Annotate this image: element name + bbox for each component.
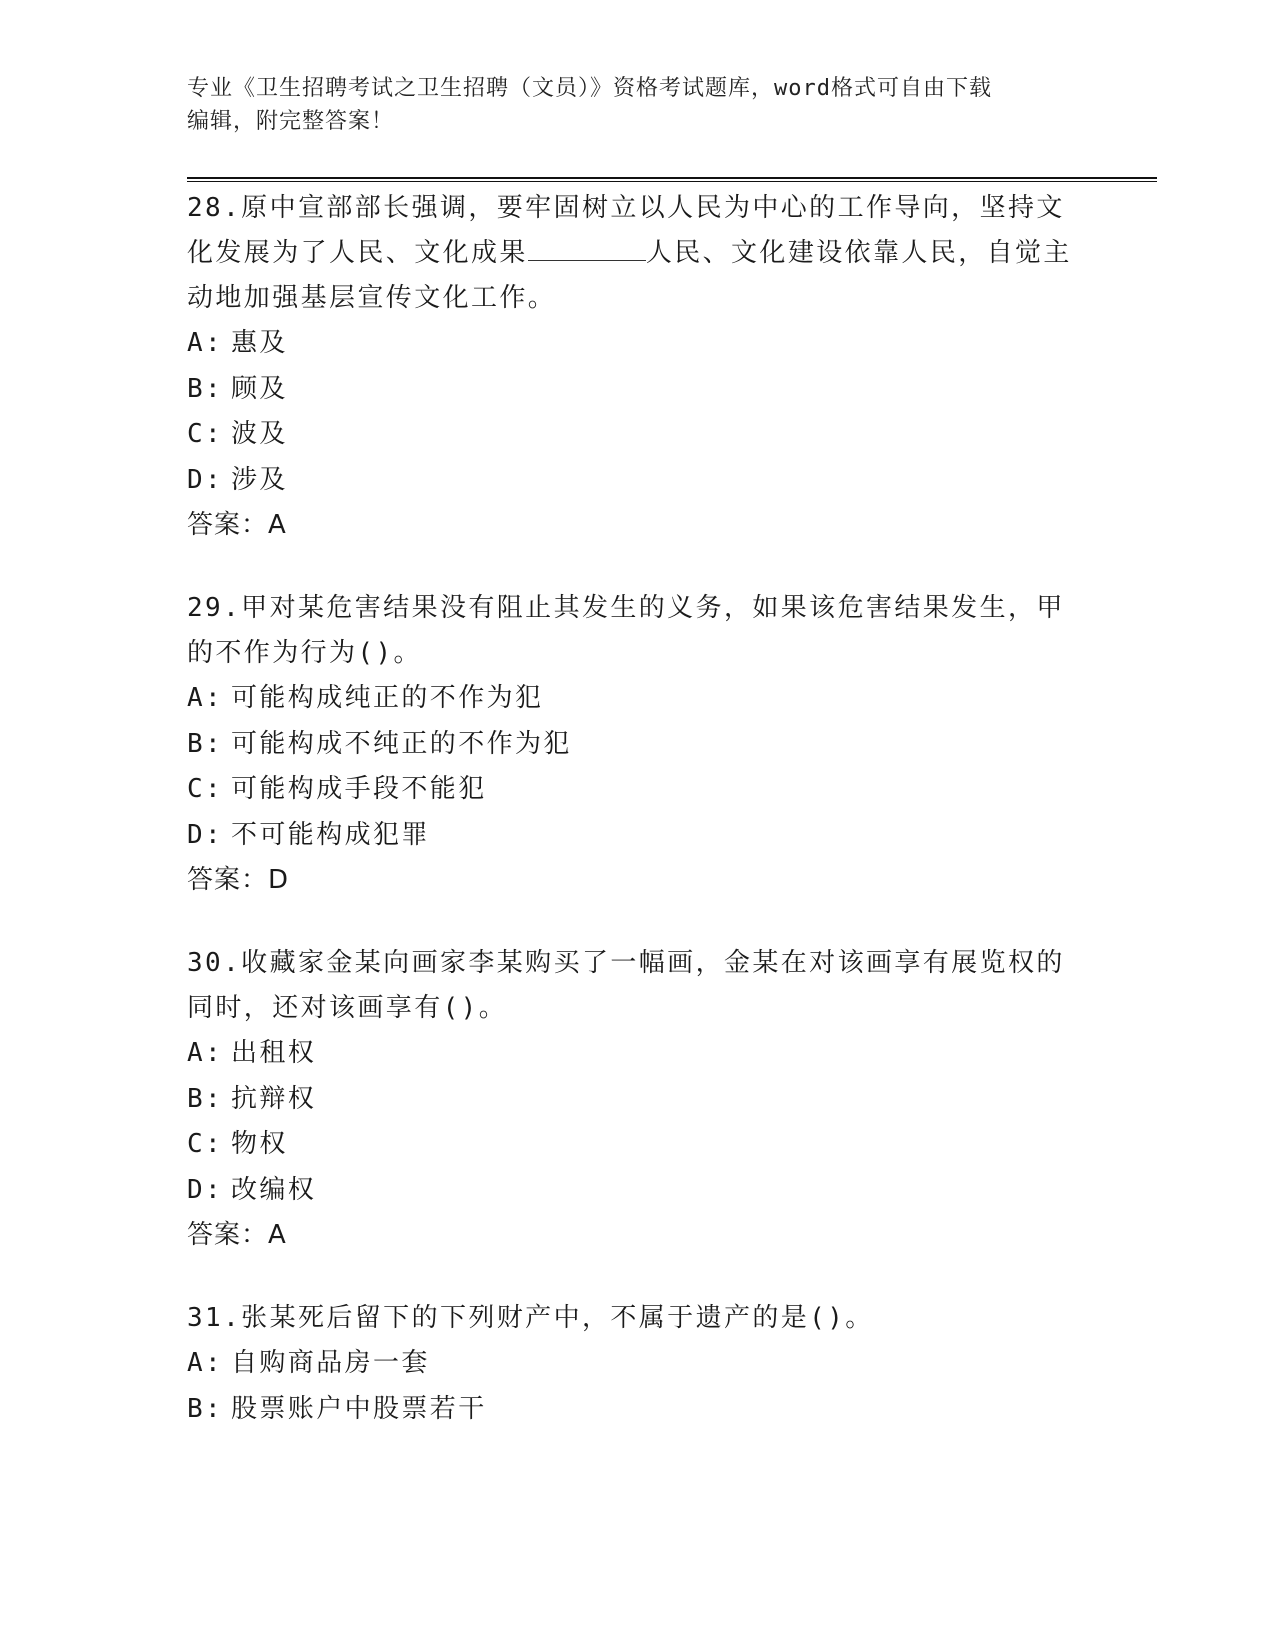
question-number: 28. (187, 193, 242, 223)
option-c (187, 412, 1087, 458)
option-letter: B: (187, 1393, 224, 1424)
option-text: 不可能构成犯罪 (231, 819, 430, 850)
stem-text: 收藏家金某向画家李某购买了一幅画，金某在对该画享有展览权的同时，还对该画享有()。 (187, 948, 1065, 1023)
document-header (187, 72, 1087, 138)
question-number: 30. (187, 948, 242, 978)
question-29 (187, 586, 1087, 903)
option-text: 可能构成手段不能犯 (231, 774, 487, 804)
option-b (187, 1077, 1087, 1123)
header-line-1: 专业《卫生招聘考试之卫生招聘（文员）》资格考试题库，word格式可自由下载 (187, 76, 992, 101)
option-text: 波及 (231, 419, 288, 449)
option-letter: D: (187, 1174, 224, 1205)
option-letter: C: (187, 1129, 224, 1159)
answer-line: 答案：A (187, 510, 287, 540)
option-d (187, 813, 1087, 859)
option-a (187, 676, 1087, 722)
answer-line: 答案：A (187, 1220, 287, 1250)
option-letter: A: (187, 1038, 224, 1068)
option-text: 顾及 (231, 373, 288, 404)
option-text: 涉及 (231, 464, 288, 495)
option-c (187, 767, 1087, 813)
option-letter: B: (187, 728, 224, 759)
option-text: 抗辩权 (231, 1083, 317, 1114)
option-text: 惠及 (231, 328, 288, 358)
option-text: 改编权 (231, 1174, 317, 1205)
option-b (187, 367, 1087, 413)
option-a (187, 321, 1087, 367)
answer-line: 答案：D (187, 865, 290, 895)
option-letter: D: (187, 464, 224, 495)
option-text: 物权 (231, 1129, 288, 1159)
option-letter: C: (187, 774, 224, 804)
option-a (187, 1031, 1087, 1077)
option-letter: A: (187, 1348, 224, 1378)
header-line-2: 编辑，附完整答案！ (187, 109, 395, 134)
option-letter: B: (187, 373, 224, 404)
option-text: 可能构成纯正的不作为犯 (231, 683, 544, 713)
option-d (187, 458, 1087, 504)
option-letter: B: (187, 1083, 224, 1114)
option-letter: D: (187, 819, 224, 850)
document-page (187, 0, 1157, 1650)
option-text: 出租权 (231, 1038, 317, 1068)
header-divider (187, 177, 1157, 182)
question-number: 29. (187, 593, 242, 623)
option-b (187, 722, 1087, 768)
stem-text: 甲对某危害结果没有阻止其发生的义务，如果该危害结果发生，甲的不作为行为()。 (187, 593, 1065, 668)
option-b (187, 1387, 1087, 1433)
question-stem (187, 941, 1087, 1031)
option-text: 自购商品房一套 (231, 1348, 430, 1378)
stem-text-part-1: 原中宣部部长强调，要牢固树立以人民为中心的工作导向，坚持文化发展为了人民、文化成果 (187, 193, 1065, 268)
question-list (187, 186, 1087, 1470)
fill-in-blank (528, 238, 646, 261)
question-stem (187, 186, 1087, 321)
question-31 (187, 1296, 1087, 1432)
question-30 (187, 941, 1087, 1258)
question-28 (187, 186, 1087, 548)
option-text: 可能构成不纯正的不作为犯 (231, 728, 572, 759)
option-text: 股票账户中股票若干 (231, 1393, 487, 1424)
option-letter: A: (187, 683, 224, 713)
question-number: 31. (187, 1303, 242, 1333)
stem-text: 张某死后留下的下列财产中，不属于遗产的是()。 (241, 1303, 874, 1333)
stem-text-part-2: 人民、文化建设依靠人民，自觉主动地加强基层宣传文化工作。 (187, 238, 1072, 313)
option-letter: C: (187, 419, 224, 449)
question-stem (187, 586, 1087, 676)
option-letter: A: (187, 328, 224, 358)
question-stem (187, 1296, 1087, 1341)
option-a (187, 1341, 1087, 1387)
option-c (187, 1122, 1087, 1168)
option-d (187, 1168, 1087, 1214)
